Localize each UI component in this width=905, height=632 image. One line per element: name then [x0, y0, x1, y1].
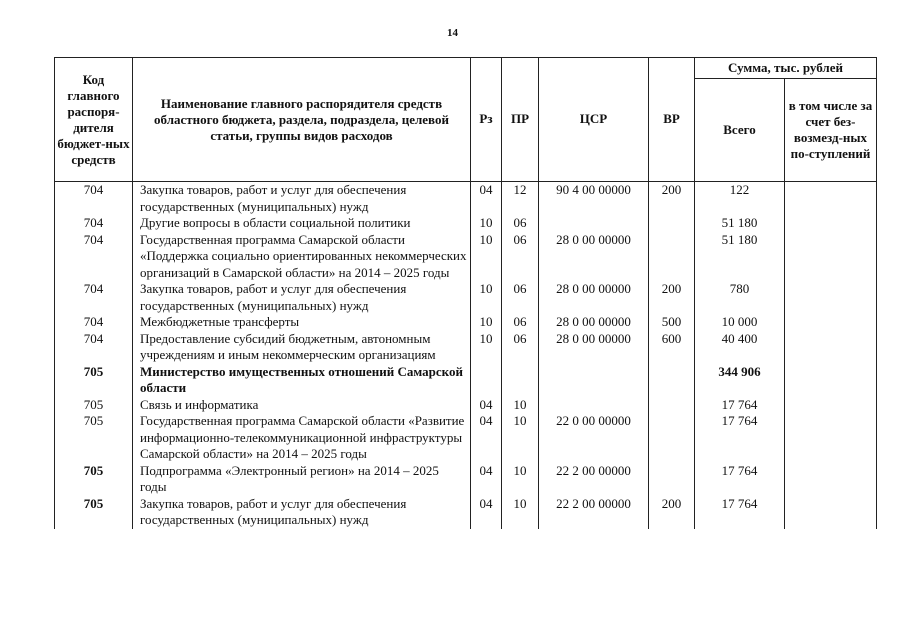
- table-body: [55, 182, 877, 529]
- cell-name: Закупка товаров, работ и услуг для обеспечения государственных (муниципальных) нужд: [133, 281, 471, 314]
- cell-total: 10 000: [695, 314, 785, 331]
- cell-vr: [649, 463, 695, 496]
- table-row: [55, 232, 877, 282]
- cell-pr: 12: [502, 182, 539, 216]
- cell-pr: 10: [502, 397, 539, 414]
- cell-csr: 22 2 00 00000: [539, 463, 649, 496]
- cell-vr: 500: [649, 314, 695, 331]
- header-extra: в том числе за счет без-возмезд-ных по-ступлений: [785, 79, 877, 182]
- cell-name: Связь и информатика: [133, 397, 471, 414]
- cell-vr: [649, 397, 695, 414]
- cell-csr: 28 0 00 00000: [539, 314, 649, 331]
- cell-csr: [539, 215, 649, 232]
- cell-vr: [649, 215, 695, 232]
- cell-code: 705: [55, 496, 133, 529]
- table-row: [55, 215, 877, 232]
- cell-extra: [785, 364, 877, 397]
- cell-name: Закупка товаров, работ и услуг для обеспечения государственных (муниципальных) нужд: [133, 182, 471, 216]
- cell-code: 704: [55, 331, 133, 364]
- cell-rz: 04: [471, 463, 502, 496]
- cell-rz: 04: [471, 182, 502, 216]
- cell-extra: [785, 215, 877, 232]
- table-row: [55, 364, 877, 397]
- cell-name: Закупка товаров, работ и услуг для обеспечения государственных (муниципальных) нужд: [133, 496, 471, 529]
- cell-csr: 28 0 00 00000: [539, 232, 649, 282]
- cell-name: Государственная программа Самарской области «Поддержка социально ориентированных некоммерческих организаций в Самарской области» на 2014 – 2025 годы: [133, 232, 471, 282]
- table-row: [55, 397, 877, 414]
- table-row: [55, 314, 877, 331]
- cell-rz: 10: [471, 215, 502, 232]
- cell-code: 704: [55, 314, 133, 331]
- cell-vr: 200: [649, 281, 695, 314]
- cell-pr: 10: [502, 463, 539, 496]
- header-total: Всего: [695, 79, 785, 182]
- cell-rz: 10: [471, 232, 502, 282]
- cell-rz: 04: [471, 496, 502, 529]
- header-pr: ПР: [502, 58, 539, 182]
- cell-pr: 10: [502, 496, 539, 529]
- cell-code: 704: [55, 215, 133, 232]
- cell-total: 122: [695, 182, 785, 216]
- cell-rz: 10: [471, 281, 502, 314]
- cell-rz: 10: [471, 331, 502, 364]
- cell-total: 17 764: [695, 496, 785, 529]
- table-row: [55, 496, 877, 529]
- table-row: [55, 331, 877, 364]
- cell-name: Государственная программа Самарской области «Развитие информационно-телекоммуникационной инфраструктуры Самарской области» на 2014 – 2025 годы: [133, 413, 471, 463]
- cell-rz: [471, 364, 502, 397]
- cell-vr: 200: [649, 496, 695, 529]
- table-row: [55, 413, 877, 463]
- cell-code: 705: [55, 397, 133, 414]
- cell-total: 51 180: [695, 232, 785, 282]
- cell-pr: 06: [502, 215, 539, 232]
- cell-pr: [502, 364, 539, 397]
- cell-total: 780: [695, 281, 785, 314]
- cell-extra: [785, 413, 877, 463]
- page-number: 14: [447, 27, 458, 39]
- cell-name: Другие вопросы в области социальной политики: [133, 215, 471, 232]
- cell-extra: [785, 314, 877, 331]
- cell-vr: [649, 364, 695, 397]
- cell-total: 17 764: [695, 397, 785, 414]
- cell-extra: [785, 331, 877, 364]
- cell-vr: 200: [649, 182, 695, 216]
- cell-name: Межбюджетные трансферты: [133, 314, 471, 331]
- cell-csr: 90 4 00 00000: [539, 182, 649, 216]
- cell-pr: 06: [502, 314, 539, 331]
- cell-code: 705: [55, 364, 133, 397]
- cell-csr: [539, 397, 649, 414]
- table-row: [55, 281, 877, 314]
- cell-rz: 10: [471, 314, 502, 331]
- cell-vr: [649, 232, 695, 282]
- cell-name: Подпрограмма «Электронный регион» на 2014 – 2025 годы: [133, 463, 471, 496]
- budget-table: [54, 57, 877, 529]
- cell-name: Министерство имущественных отношений Самарской области: [133, 364, 471, 397]
- cell-total: 40 400: [695, 331, 785, 364]
- cell-rz: 04: [471, 413, 502, 463]
- cell-csr: 22 0 00 00000: [539, 413, 649, 463]
- cell-csr: 28 0 00 00000: [539, 331, 649, 364]
- cell-code: 704: [55, 281, 133, 314]
- header-code: Код главного распоря-дителя бюджет-ных средств: [55, 58, 133, 182]
- cell-code: 705: [55, 413, 133, 463]
- cell-name: Предоставление субсидий бюджетным, автономным учреждениям и иным некоммерческим организациям: [133, 331, 471, 364]
- cell-code: 704: [55, 232, 133, 282]
- cell-rz: 04: [471, 397, 502, 414]
- cell-csr: [539, 364, 649, 397]
- header-csr: ЦСР: [539, 58, 649, 182]
- header-rz: Рз: [471, 58, 502, 182]
- cell-extra: [785, 397, 877, 414]
- cell-extra: [785, 182, 877, 216]
- cell-pr: 06: [502, 232, 539, 282]
- table-row: [55, 463, 877, 496]
- cell-total: 51 180: [695, 215, 785, 232]
- cell-code: 704: [55, 182, 133, 216]
- cell-csr: 22 2 00 00000: [539, 496, 649, 529]
- cell-pr: 10: [502, 413, 539, 463]
- cell-vr: [649, 413, 695, 463]
- header-sum-group: Сумма, тыс. рублей: [695, 58, 877, 79]
- cell-total: 344 906: [695, 364, 785, 397]
- cell-pr: 06: [502, 331, 539, 364]
- header-vr: ВР: [649, 58, 695, 182]
- cell-extra: [785, 232, 877, 282]
- cell-code: 705: [55, 463, 133, 496]
- cell-extra: [785, 281, 877, 314]
- cell-extra: [785, 496, 877, 529]
- cell-extra: [785, 463, 877, 496]
- cell-total: 17 764: [695, 413, 785, 463]
- header-name: Наименование главного распорядителя средств областного бюджета, раздела, подраздела, целевой статьи, группы видов расходов: [133, 58, 471, 182]
- cell-total: 17 764: [695, 463, 785, 496]
- cell-vr: 600: [649, 331, 695, 364]
- table-row: [55, 182, 877, 216]
- cell-csr: 28 0 00 00000: [539, 281, 649, 314]
- cell-pr: 06: [502, 281, 539, 314]
